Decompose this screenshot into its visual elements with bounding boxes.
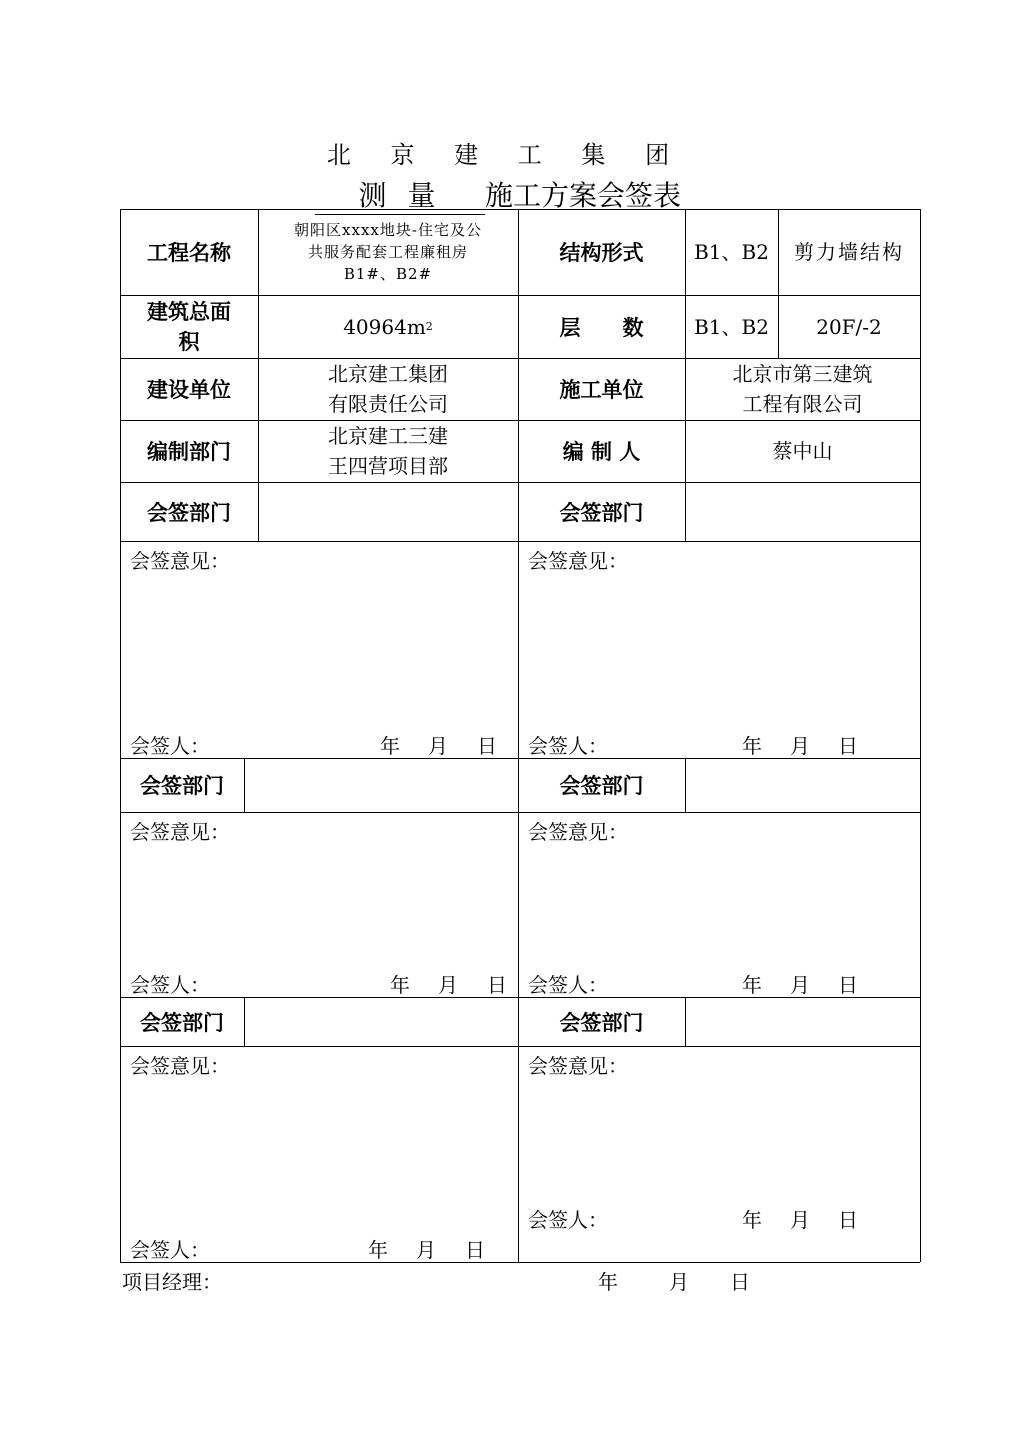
structure-buildings[interactable]: B1、B2: [694, 240, 769, 264]
contractor-value[interactable]: [685, 358, 920, 420]
signer-label: 会签人：: [130, 734, 210, 758]
opinion-label: 会签意见：: [130, 549, 230, 573]
signoff-dept-field[interactable]: [685, 758, 920, 812]
signoff-dept-label: 会签部门: [140, 1010, 224, 1035]
dept-line-2: 王四营项目部: [328, 454, 448, 478]
opinion-field[interactable]: [121, 575, 517, 725]
sign-month: 月: [438, 973, 458, 997]
owner-label: 建设单位: [147, 378, 231, 402]
sign-year: 年: [742, 734, 762, 758]
owner-line-1: 北京建工集团: [328, 362, 448, 386]
signer-label: 会签人：: [130, 1238, 210, 1262]
opinion-label: 会签意见：: [130, 1054, 230, 1078]
opinion-label: 会签意见：: [528, 820, 628, 844]
sign-month: 月: [790, 1208, 810, 1232]
floors-buildings[interactable]: B1、B2: [694, 314, 769, 339]
owner-value[interactable]: [258, 358, 518, 420]
signer-label: 会签人：: [130, 973, 210, 997]
project-name-label: 工程名称: [147, 241, 231, 265]
signoff-dept-field[interactable]: [244, 758, 518, 812]
footer-year: 年: [598, 1270, 618, 1294]
opinion-field[interactable]: [519, 845, 919, 965]
opinion-label: 会签意见：: [130, 820, 230, 844]
sign-year: 年: [742, 1208, 762, 1232]
area-label-line-1: 建筑总面: [147, 299, 231, 324]
footer-day: 日: [730, 1270, 750, 1294]
project-name-value[interactable]: [258, 209, 518, 295]
author-label: 编 制 人: [562, 440, 641, 464]
area-label: [120, 295, 258, 358]
signer-label: 会签人：: [528, 973, 608, 997]
author-value[interactable]: 蔡中山: [772, 439, 833, 463]
sign-day: 日: [838, 734, 858, 758]
area-label-line-2: 积: [178, 329, 200, 354]
form-type-field[interactable]: 测 量: [315, 174, 485, 215]
opinion-field[interactable]: [121, 845, 517, 965]
structure-value[interactable]: 剪力墙结构: [794, 240, 904, 264]
project-name-line-3: B1#、B2#: [343, 265, 433, 283]
project-manager-field[interactable]: [240, 1266, 580, 1294]
dept-value[interactable]: [258, 420, 518, 482]
area-number: 40964m: [343, 314, 426, 339]
project-manager-label: 项目经理：: [122, 1270, 222, 1294]
sign-month: 月: [790, 734, 810, 758]
signoff-dept-label: 会签部门: [147, 500, 231, 525]
footer-month: 月: [669, 1270, 689, 1294]
floors-value[interactable]: 20F/-2: [816, 314, 882, 339]
contractor-line-2: 工程有限公司: [742, 392, 863, 416]
sign-year: 年: [368, 1238, 388, 1262]
area-value[interactable]: 40964m 2: [258, 295, 518, 358]
sign-month: 月: [416, 1238, 436, 1262]
opinion-field[interactable]: [519, 575, 919, 725]
sign-month: 月: [790, 973, 810, 997]
project-name-line-1: 朝阳区xxxx地块-住宅及公: [294, 221, 482, 239]
sign-day: 日: [838, 973, 858, 997]
structure-label: 结构形式: [559, 241, 644, 265]
sign-year: 年: [380, 734, 400, 758]
sign-year: 年: [742, 973, 762, 997]
signoff-dept-field[interactable]: [685, 997, 920, 1046]
sign-day: 日: [838, 1208, 858, 1232]
signoff-dept-label: 会签部门: [140, 774, 224, 798]
opinion-label: 会签意见：: [528, 549, 628, 573]
signoff-dept-field[interactable]: [258, 482, 518, 541]
signer-label: 会签人：: [528, 734, 608, 758]
signoff-dept-field[interactable]: [685, 482, 920, 541]
sign-day: 日: [477, 734, 497, 758]
contractor-line-1: 北京市第三建筑: [732, 362, 873, 386]
dept-line-1: 北京建工三建: [328, 424, 448, 448]
contractor-label: 施工单位: [559, 378, 644, 402]
sign-day: 日: [487, 973, 507, 997]
opinion-field[interactable]: [519, 1080, 919, 1200]
opinion-field[interactable]: [121, 1080, 517, 1230]
opinion-label: 会签意见：: [528, 1054, 628, 1078]
signoff-dept-field[interactable]: [244, 997, 518, 1046]
form-title-text: 施工方案会签表: [485, 179, 682, 212]
signer-label: 会签人：: [528, 1208, 608, 1232]
sign-year: 年: [390, 973, 410, 997]
sign-day: 日: [465, 1238, 485, 1262]
project-name-line-2: 共服务配套工程廉租房: [307, 243, 468, 261]
floors-label: 层 数: [559, 315, 644, 340]
company-title: 北 京 建 工 集 团: [326, 141, 686, 169]
dept-label: 编制部门: [147, 440, 231, 464]
sign-month: 月: [428, 734, 448, 758]
signoff-dept-label: 会签部门: [559, 500, 644, 525]
signoff-dept-label: 会签部门: [559, 774, 644, 798]
owner-line-2: 有限责任公司: [328, 392, 448, 416]
signoff-dept-label: 会签部门: [559, 1010, 644, 1035]
